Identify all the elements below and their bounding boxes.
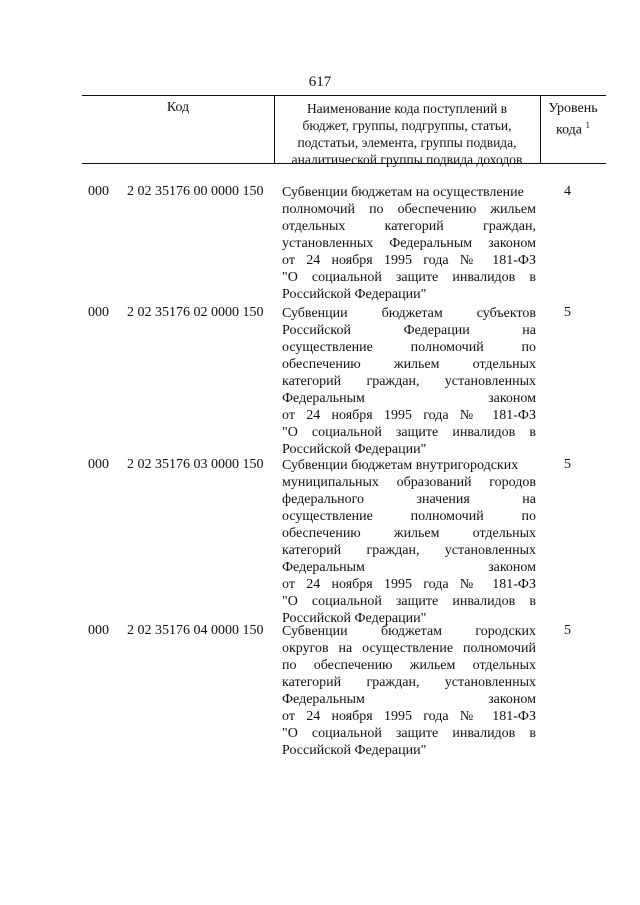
table-header [82, 95, 606, 167]
description-line: Федеральным законом [282, 391, 536, 406]
revenue-code: 2 02 35176 00 0000 150 [127, 184, 264, 199]
code-level: 4 [564, 184, 571, 199]
description-line: федерального значения на [282, 492, 536, 507]
revenue-description [282, 457, 536, 627]
description-line: отдельных категорий граждан, [282, 219, 536, 234]
description-line: Субвенции бюджетам городских [282, 624, 536, 639]
description-line: установленных Федеральным законом [282, 236, 536, 251]
description-line: осуществление полномочий по [282, 340, 536, 355]
code-level: 5 [564, 623, 571, 638]
description-line: полномочий по обеспечению жильем [282, 202, 536, 217]
description-line: "О социальной защите инвалидов в [282, 425, 536, 440]
description-line: от 24 ноября 1995 года № 181-ФЗ [282, 253, 536, 268]
description-line: Субвенции бюджетам на осуществление [282, 185, 524, 200]
description-line: округов на осуществление полномочий [282, 641, 536, 656]
description-line: от 24 ноября 1995 года № 181-ФЗ [282, 709, 536, 724]
header-level-text: кода [555, 122, 583, 138]
description-line: от 24 ноября 1995 года № 181-ФЗ [282, 577, 536, 592]
description-line: категорий граждан, установленных [282, 675, 536, 690]
header-name-line: аналитической группы подвида доходов [291, 152, 523, 167]
description-line: от 24 ноября 1995 года № 181-ФЗ [282, 408, 536, 423]
description-line: Российской Федерации" [282, 611, 427, 626]
description-line: Субвенции бюджетам субъектов [282, 306, 536, 321]
admin-code: 000 [88, 305, 109, 320]
admin-code: 000 [88, 184, 109, 199]
description-line: Федеральным законом [282, 692, 536, 707]
admin-code: 000 [88, 623, 109, 638]
header-name-line: бюджет, группы, подгруппы, статьи, [302, 118, 512, 133]
footnote-marker: 1 [585, 120, 591, 130]
description-line: Российской Федерации" [282, 442, 427, 457]
description-line: "О социальной защите инвалидов в [282, 726, 536, 741]
description-line: Российской Федерации на [282, 323, 536, 338]
header-name-line: подстатьи, элемента, группы подвида, [297, 135, 517, 150]
description-line: Федеральным законом [282, 560, 536, 575]
revenue-code: 2 02 35176 02 0000 150 [127, 305, 264, 320]
description-line: категорий граждан, установленных [282, 543, 536, 558]
page-number: 617 [308, 74, 332, 90]
description-line: обеспечению жильем отдельных [282, 526, 536, 541]
revenue-code: 2 02 35176 04 0000 150 [127, 623, 264, 638]
header-name-line: Наименование кода поступлений в [306, 101, 508, 116]
revenue-description [282, 184, 536, 303]
description-line: муниципальных образований городов [282, 475, 536, 490]
code-level: 5 [564, 457, 571, 472]
header-level [540, 100, 606, 139]
description-line: Субвенции бюджетам внутригородских [282, 458, 519, 473]
admin-code: 000 [88, 457, 109, 472]
description-line: осуществление полномочий по [282, 509, 536, 524]
header-level-line [540, 117, 606, 139]
description-line: по обеспечению жильем отдельных [282, 658, 536, 673]
description-line: Российской Федерации" [282, 287, 427, 302]
description-line: "О социальной защите инвалидов в [282, 270, 536, 285]
header-code: Код [166, 100, 190, 115]
revenue-code: 2 02 35176 03 0000 150 [127, 457, 264, 472]
revenue-description [282, 623, 536, 759]
description-line: обеспечению жильем отдельных [282, 357, 536, 372]
description-line: категорий граждан, установленных [282, 374, 536, 389]
description-line: Российской Федерации" [282, 743, 427, 758]
code-level: 5 [564, 305, 571, 320]
header-level-line: Уровень [548, 101, 598, 116]
description-line: "О социальной защите инвалидов в [282, 594, 536, 609]
revenue-description [282, 305, 536, 458]
header-name [274, 100, 540, 168]
